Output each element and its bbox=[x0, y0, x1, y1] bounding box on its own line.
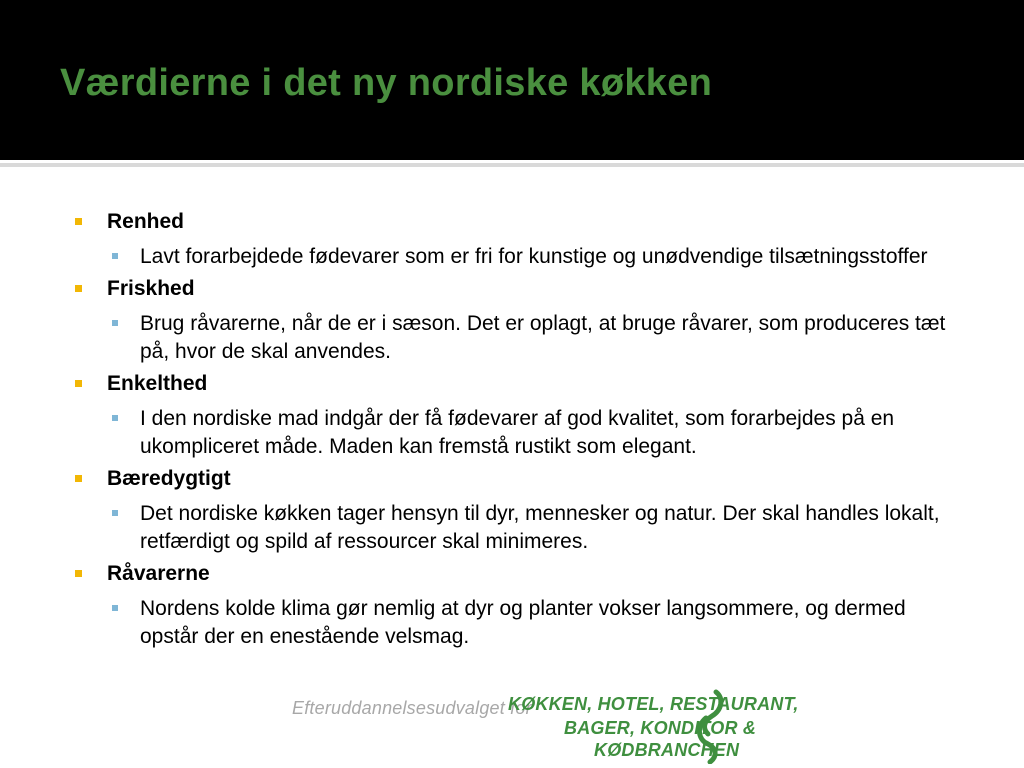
logo-line-1: KØKKEN, HOTEL, RESTAURANT, bbox=[508, 694, 799, 714]
slide-title: Værdierne i det ny nordiske køkken bbox=[60, 62, 713, 104]
yellow-square-bullet-icon bbox=[75, 218, 82, 225]
section-text: I den nordiske mad indgår der få fødevarer af god kvalitet, som forarbejdes på en ukompliceret måde. Maden kan fremstå rustikt som elegant. bbox=[140, 407, 895, 458]
yellow-square-bullet-icon bbox=[75, 380, 82, 387]
section-heading: Friskhed bbox=[107, 277, 195, 300]
section-heading-row bbox=[75, 560, 955, 589]
section-text: Brug råvarerne, når de er i sæson. Det er oplagt, at bruge råvarer, som produceres tæt på, hvor de skal anvendes. bbox=[140, 312, 946, 363]
logo-line-3: KØDBRANCHEN bbox=[594, 740, 740, 760]
title-divider bbox=[0, 163, 1024, 167]
yellow-square-bullet-icon bbox=[75, 475, 82, 482]
blue-square-bullet-icon bbox=[112, 415, 118, 421]
bullet-list bbox=[75, 208, 955, 651]
footer-logo bbox=[292, 688, 799, 764]
section-heading: Renhed bbox=[107, 210, 185, 233]
blue-square-bullet-icon bbox=[112, 510, 118, 516]
blue-square-bullet-icon bbox=[112, 605, 118, 611]
section-friskhed bbox=[75, 275, 955, 366]
section-raavarerne bbox=[75, 560, 955, 651]
section-heading: Bæredygtigt bbox=[107, 467, 231, 490]
blue-square-bullet-icon bbox=[112, 320, 118, 326]
section-subpoint bbox=[75, 310, 955, 366]
section-subpoint bbox=[75, 405, 955, 461]
section-heading-row bbox=[75, 370, 955, 399]
section-subpoint bbox=[75, 243, 955, 271]
logo-lead-text: Efteruddannelsesudvalget for bbox=[292, 698, 532, 718]
title-band bbox=[0, 0, 1024, 160]
section-enkelthed bbox=[75, 370, 955, 461]
section-baeredygtigt bbox=[75, 465, 955, 556]
yellow-square-bullet-icon bbox=[75, 285, 82, 292]
section-subpoint bbox=[75, 500, 955, 556]
logo-line-2: BAGER, KONDITOR & bbox=[564, 718, 757, 738]
swirl-s-icon bbox=[694, 688, 726, 764]
section-heading: Enkelthed bbox=[107, 372, 208, 395]
section-heading-row bbox=[75, 275, 955, 304]
section-subpoint bbox=[75, 595, 955, 651]
yellow-square-bullet-icon bbox=[75, 570, 82, 577]
section-text: Lavt forarbejdede fødevarer som er fri for kunstige og unødvendige tilsætningsstoffer bbox=[140, 245, 928, 268]
section-text: Det nordiske køkken tager hensyn til dyr, mennesker og natur. Der skal handles lokalt, retfærdigt og spild af ressourcer skal minimeres. bbox=[140, 502, 940, 553]
section-heading-row bbox=[75, 208, 955, 237]
section-renhed bbox=[75, 208, 955, 271]
section-heading-row bbox=[75, 465, 955, 494]
section-text: Nordens kolde klima gør nemlig at dyr og planter vokser langsommere, og dermed opstår der en enestående velsmag. bbox=[140, 597, 906, 648]
blue-square-bullet-icon bbox=[112, 253, 118, 259]
section-heading: Råvarerne bbox=[107, 562, 210, 585]
